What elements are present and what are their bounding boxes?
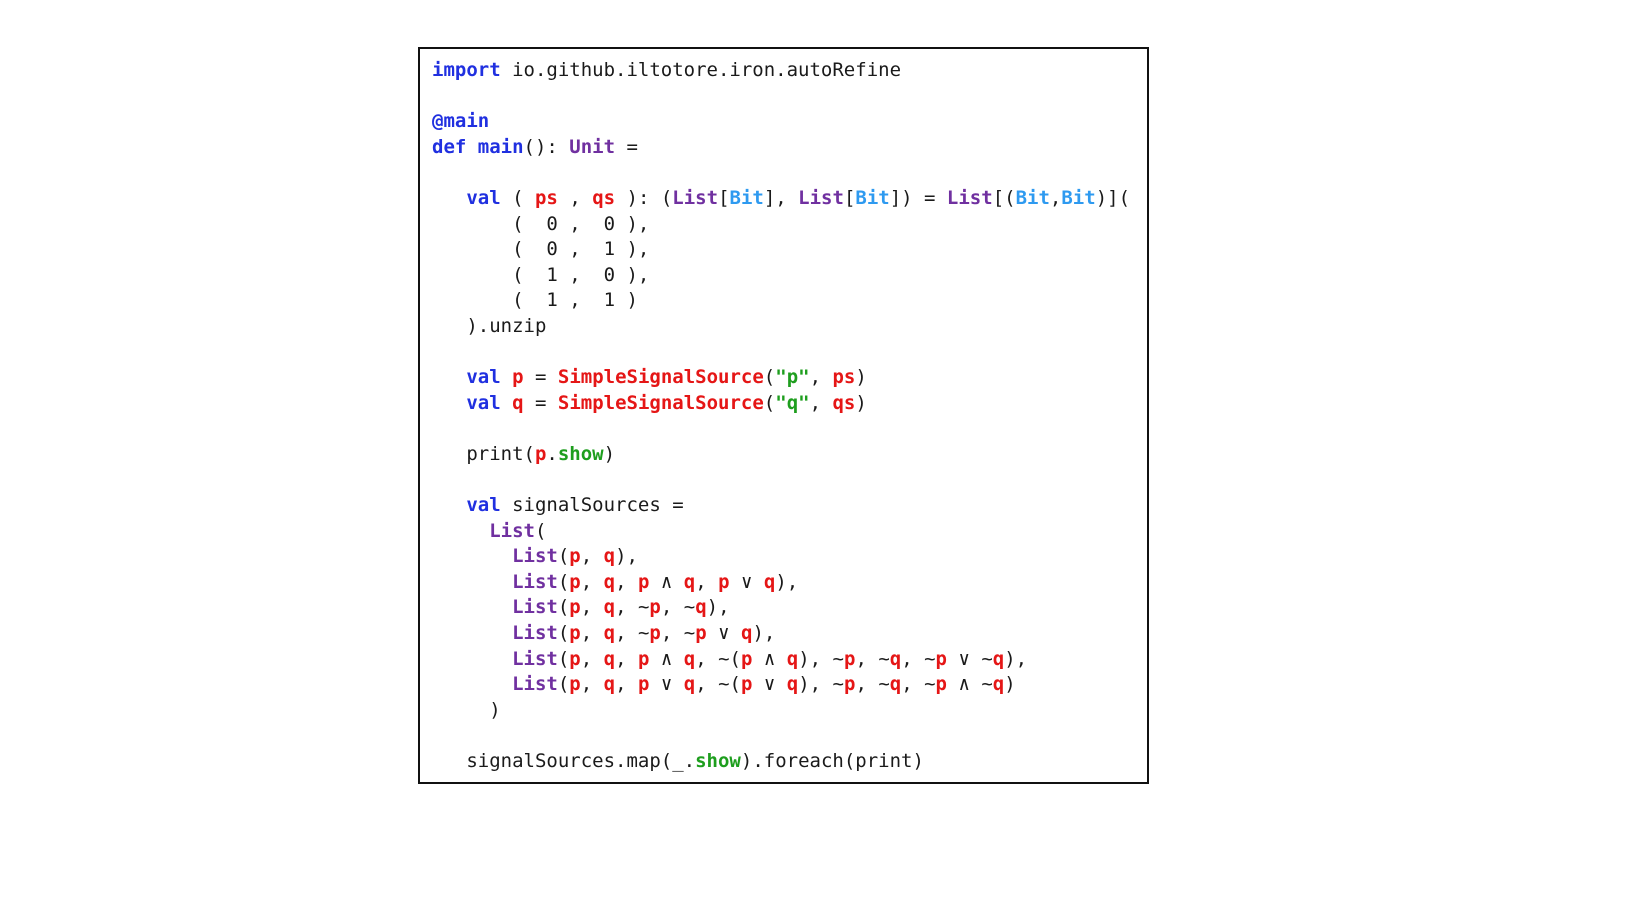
code-token-prim: Bit	[1015, 186, 1050, 209]
code-token-pl: io.github.iltotore.iron.autoRefine	[500, 59, 902, 81]
code-token-pl: (	[763, 366, 776, 389]
code-token-ident: p	[649, 622, 661, 645]
code-token-pl: )	[1004, 673, 1016, 696]
code-token-pl: ( 0 , 1 ),	[432, 238, 650, 261]
code-token-prim: Bit	[729, 186, 764, 209]
code-token-ident: q	[683, 647, 696, 670]
code-line	[432, 570, 1135, 596]
code-token-ident: p	[649, 596, 661, 619]
code-token-ident: q	[683, 570, 696, 593]
code-token-prim: Bit	[855, 186, 890, 209]
code-token-pl: ∧	[649, 647, 684, 670]
code-token-pl: , ~	[855, 647, 890, 670]
code-token-ident: q	[603, 596, 616, 619]
code-line	[432, 544, 1135, 570]
code-token-pl: ).foreach(print)	[740, 750, 924, 773]
code-token-pl: ],	[763, 186, 799, 209]
code-token-pl: (	[557, 596, 570, 619]
code-token-pl: signalSources.map(_.	[432, 750, 696, 773]
code-token-pl	[501, 366, 512, 388]
code-token-pl: ∧ ~	[947, 673, 993, 696]
code-token-pl: , ~	[855, 673, 890, 696]
code-token-pl	[432, 673, 512, 695]
code-token-kw: val	[466, 494, 501, 517]
code-block	[420, 49, 1147, 784]
code-token-pl: )	[855, 366, 867, 389]
code-token-ident: q	[763, 570, 776, 593]
code-token-ident: q	[786, 673, 799, 696]
code-token-pl: ),	[775, 570, 799, 593]
code-token-ident: q	[603, 545, 616, 568]
code-token-pl: (	[557, 673, 570, 696]
code-token-pl: )	[432, 698, 501, 721]
code-token-pl: ),	[615, 545, 638, 568]
code-token-type: List	[672, 186, 719, 209]
code-token-pl: ∧	[649, 570, 684, 593]
code-token-ident: p	[843, 673, 856, 696]
code-panel	[418, 47, 1149, 784]
code-token-pl: ∨ ~	[947, 647, 993, 670]
code-token-pl: , ~	[660, 622, 696, 645]
code-token-pl: (	[557, 622, 570, 645]
code-line	[432, 493, 1135, 519]
code-token-prim: Bit	[1061, 186, 1096, 209]
code-token-kw: @main	[432, 110, 490, 133]
code-token-pl	[432, 622, 512, 644]
code-token-pl: ,	[580, 596, 604, 619]
code-token-pl: ( 0 , 0 ),	[432, 212, 650, 235]
code-token-str: show	[557, 442, 604, 465]
code-token-ident: p	[637, 647, 650, 670]
code-token-pl: ,	[557, 186, 593, 209]
code-token-ident: qs	[832, 391, 856, 414]
code-line	[432, 723, 1135, 749]
code-token-ident: p	[569, 545, 581, 568]
code-token-pl: ∧	[752, 647, 787, 670]
code-token-pl: ,	[580, 545, 604, 568]
code-token-kw: val	[466, 391, 501, 414]
code-line	[432, 621, 1135, 647]
code-token-ident: p	[569, 647, 581, 670]
code-token-ident: q	[603, 673, 616, 696]
code-token-pl: .	[546, 442, 558, 465]
code-token-str: show	[695, 750, 741, 773]
code-line	[432, 160, 1135, 186]
code-token-ident: q	[603, 570, 616, 593]
code-line	[432, 365, 1135, 391]
code-token-ident: p	[637, 673, 650, 696]
code-line	[432, 442, 1135, 468]
code-token-pl: ,	[580, 673, 604, 696]
code-token-pl: (	[763, 391, 776, 414]
code-token-ident: p	[740, 673, 753, 696]
code-token-pl	[432, 571, 512, 593]
code-token-pl: ),	[752, 622, 776, 645]
code-token-pl: (	[500, 186, 535, 209]
code-token-type: List	[489, 519, 535, 542]
code-token-ident: q	[786, 647, 799, 670]
code-token-pl	[432, 366, 466, 388]
code-token-kw: val	[466, 366, 501, 389]
code-token-pl: ,	[615, 647, 638, 670]
code-token-pl	[501, 392, 512, 414]
code-line	[432, 109, 1135, 135]
code-line	[432, 58, 1135, 84]
code-token-pl: ,	[580, 647, 604, 670]
code-token-pl: [(	[992, 186, 1016, 209]
code-token-ident: qs	[592, 186, 616, 209]
code-token-pl: ,	[809, 391, 833, 414]
code-token-pl: ,	[1049, 186, 1062, 209]
code-token-pl	[432, 392, 466, 414]
code-line	[432, 237, 1135, 263]
code-token-ident: q	[740, 622, 753, 645]
code-token-kw: def main	[432, 135, 524, 158]
code-token-pl: , ~	[615, 596, 650, 619]
code-line	[432, 186, 1135, 212]
code-token-pl: (	[557, 570, 570, 593]
code-token-ident: ps	[534, 186, 558, 209]
code-token-pl: ( 1 , 1 )	[432, 289, 638, 312]
code-token-pl: , ~	[660, 596, 696, 619]
code-token-pl: ]) =	[889, 186, 947, 209]
code-token-type: List	[512, 596, 558, 619]
code-token-pl: ),	[1004, 647, 1028, 670]
code-token-pl	[432, 520, 489, 542]
code-token-ident: p	[695, 622, 707, 645]
code-token-pl: =	[615, 135, 638, 158]
code-token-type: List	[512, 570, 558, 593]
code-token-pl: , ~	[615, 622, 650, 645]
code-token-pl: (	[534, 519, 547, 542]
code-token-pl	[432, 596, 512, 618]
code-token-pl: ),	[706, 596, 730, 619]
code-token-pl	[432, 494, 466, 516]
code-line	[432, 595, 1135, 621]
code-token-pl: ∨	[706, 622, 741, 645]
code-token-type: List	[512, 673, 558, 696]
code-token-type: List	[512, 545, 558, 568]
code-token-pl: =	[523, 391, 558, 414]
code-line	[432, 288, 1135, 314]
code-line	[432, 416, 1135, 442]
code-token-ident: q	[603, 622, 616, 645]
code-token-pl: (	[557, 545, 570, 568]
code-token-pl: ,	[580, 622, 604, 645]
code-token-pl: (	[557, 647, 570, 670]
code-token-ident: SimpleSignalSource	[557, 366, 764, 389]
code-token-ident: p	[718, 570, 730, 593]
code-token-ident: SimpleSignalSource	[557, 391, 764, 414]
code-token-ident: p	[637, 570, 650, 593]
code-line	[432, 340, 1135, 366]
code-token-pl	[432, 187, 466, 209]
code-token-pl: )	[855, 391, 867, 414]
code-token-ident: q	[992, 647, 1005, 670]
code-token-ident: q	[603, 647, 616, 670]
code-token-ident: q	[695, 596, 707, 619]
code-token-ident: q	[683, 673, 696, 696]
code-token-ident: q	[512, 391, 524, 414]
code-token-pl: ), ~	[798, 673, 844, 696]
code-token-ident: ps	[832, 366, 856, 389]
code-token-ident: p	[569, 622, 581, 645]
code-token-ident: p	[843, 647, 856, 670]
code-token-ident: p	[740, 647, 753, 670]
code-token-pl	[432, 545, 512, 567]
code-token-pl: signalSources =	[500, 494, 684, 517]
code-token-pl: , ~(	[695, 673, 741, 696]
code-token-pl: , ~	[901, 673, 936, 696]
code-line	[432, 519, 1135, 545]
code-token-str: "p"	[775, 366, 810, 389]
code-token-kw: import	[432, 59, 501, 81]
code-line	[432, 698, 1135, 724]
code-token-ident: q	[889, 673, 902, 696]
code-token-pl: ), ~	[798, 647, 844, 670]
code-token-type: List	[946, 186, 993, 209]
code-line	[432, 212, 1135, 238]
code-token-pl: ,	[809, 366, 833, 389]
code-token-pl	[432, 648, 512, 670]
code-line	[432, 263, 1135, 289]
code-token-ident: q	[889, 647, 902, 670]
code-token-pl: ∨	[752, 673, 787, 696]
code-token-pl: [	[843, 186, 856, 209]
code-line	[432, 672, 1135, 698]
code-token-pl: ∨	[649, 673, 684, 696]
code-token-type: List	[798, 186, 844, 209]
code-token-type: List	[512, 622, 558, 645]
code-token-pl: ∨	[729, 570, 764, 593]
code-token-ident: p	[534, 442, 547, 465]
code-token-pl: ,	[615, 673, 638, 696]
code-token-ident: p	[512, 366, 524, 389]
code-line	[432, 135, 1135, 161]
code-token-pl: ( 1 , 0 ),	[432, 263, 650, 286]
code-line	[432, 84, 1135, 110]
code-token-ident: p	[569, 570, 581, 593]
code-token-pl: print(	[432, 442, 535, 465]
code-token-pl: [	[718, 186, 730, 209]
code-token-pl: ,	[580, 570, 604, 593]
code-token-pl: ,	[615, 570, 638, 593]
code-token-pl: ,	[695, 570, 719, 593]
code-token-pl: )](	[1095, 186, 1131, 209]
code-line	[432, 314, 1135, 340]
code-token-ident: p	[935, 647, 947, 670]
code-token-type: Unit	[569, 135, 616, 158]
code-line	[432, 391, 1135, 417]
code-token-str: "q"	[775, 391, 810, 414]
code-line	[432, 647, 1135, 673]
code-token-ident: p	[569, 673, 581, 696]
code-token-kw: val	[466, 186, 501, 209]
code-token-ident: p	[935, 673, 947, 696]
code-token-ident: p	[569, 596, 581, 619]
code-token-pl: , ~	[901, 647, 936, 670]
code-token-ident: q	[992, 673, 1005, 696]
code-token-pl: , ~(	[695, 647, 741, 670]
code-token-pl: ): (	[615, 186, 673, 209]
code-token-pl: =	[523, 366, 558, 389]
code-line	[432, 468, 1135, 494]
code-token-pl: ).unzip	[432, 314, 547, 337]
code-token-pl: ():	[523, 135, 570, 158]
code-token-type: List	[512, 647, 558, 670]
code-line	[432, 749, 1135, 775]
code-token-pl: )	[603, 442, 616, 465]
